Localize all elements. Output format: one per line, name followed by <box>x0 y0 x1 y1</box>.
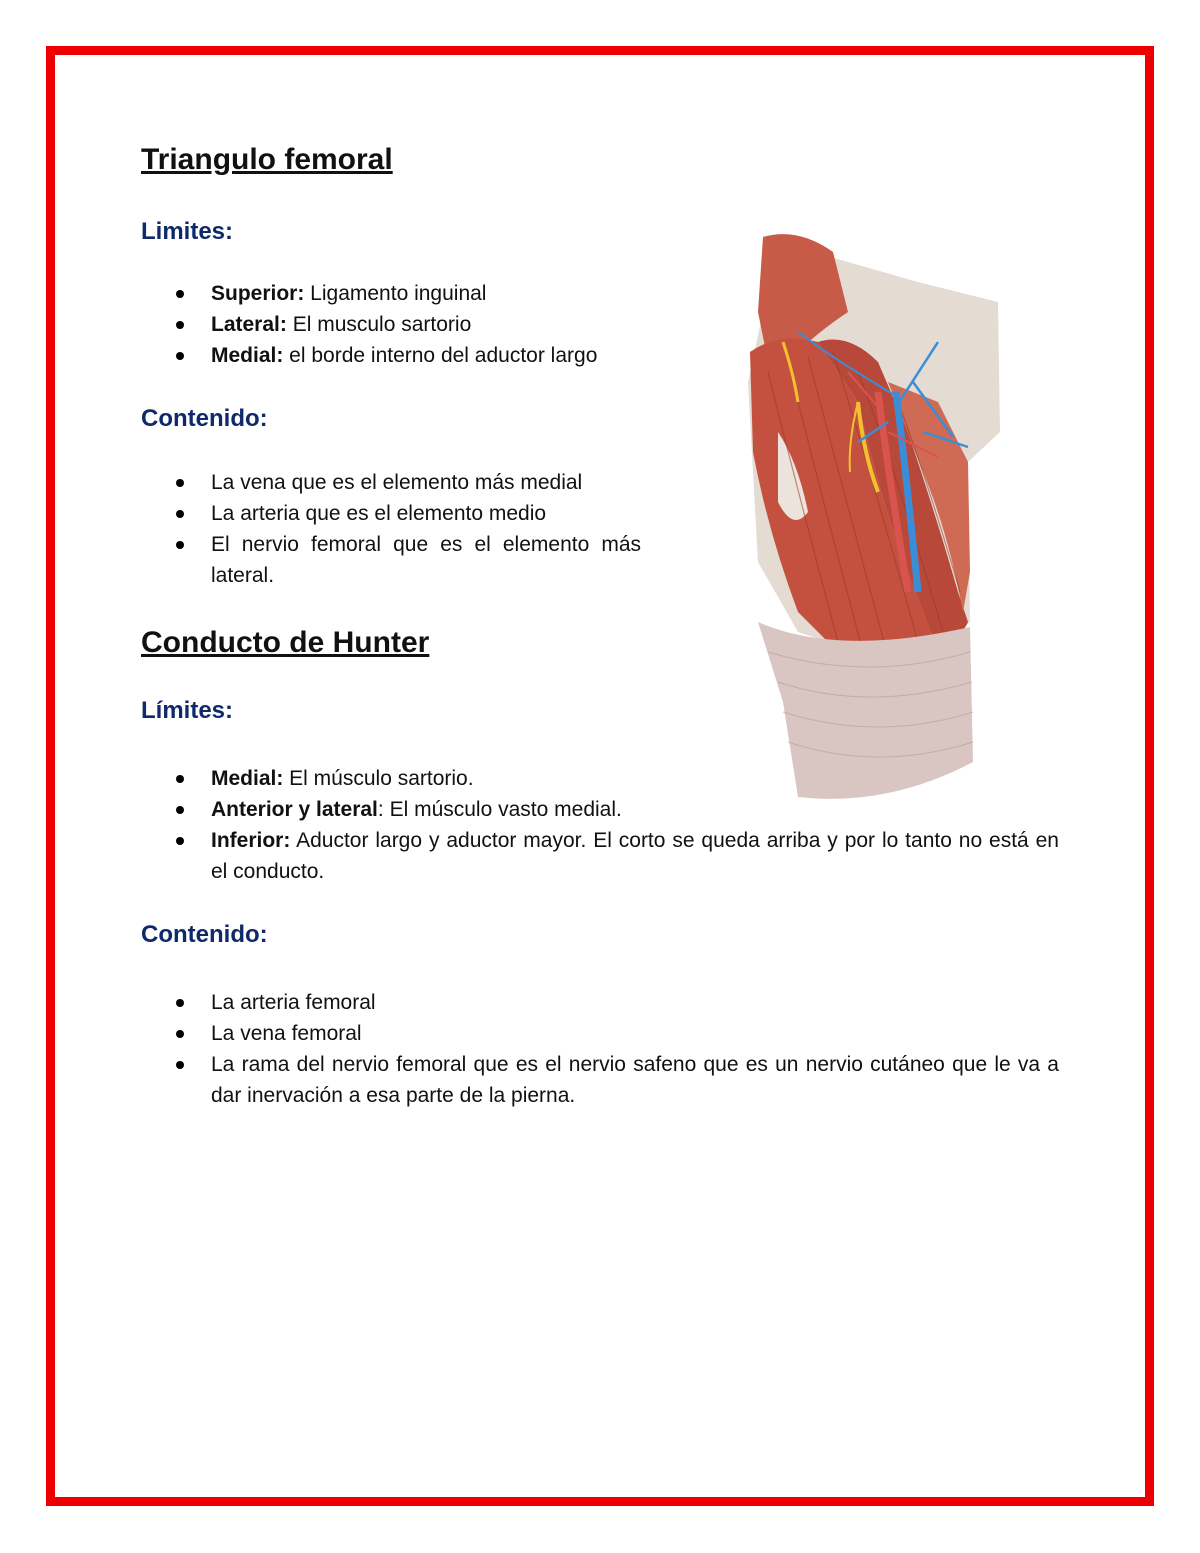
list-item: Anterior y lateral: El músculo vasto medial. <box>141 794 1059 825</box>
list-item: La rama del nervio femoral que es el nervio safeno que es un nervio cutáneo que le va a dar inervación a esa parte de la pierna. <box>141 1049 1059 1111</box>
list-item: El nervio femoral que es el elemento más lateral. <box>141 529 641 591</box>
list-item: Inferior: Aductor largo y aductor mayor. El corto se queda arriba y por lo tanto no está en el conducto. <box>141 825 1059 887</box>
limits-heading: Límites: <box>141 697 234 724</box>
list-item: Superior: Ligamento inguinal <box>141 278 641 309</box>
list-item: Medial: El músculo sartorio. <box>141 763 1059 794</box>
list-item: Lateral: El musculo sartorio <box>141 309 641 340</box>
list-item: La vena que es el elemento más medial <box>141 467 641 498</box>
limits-heading: Limites: <box>141 218 234 245</box>
list-item: Medial: el borde interno del aductor largo <box>141 340 641 371</box>
section-title-hunter-canal: Conducto de Hunter <box>141 626 430 659</box>
lower-fascia <box>758 622 973 799</box>
hunter-content-list <box>141 987 1059 1111</box>
list-item: La vena femoral <box>141 1018 1059 1049</box>
list-item: La arteria que es el elemento medio <box>141 498 641 529</box>
content-heading: Contenido: <box>141 405 268 432</box>
femoral-content-list <box>141 467 641 591</box>
list-item: La arteria femoral <box>141 987 1059 1018</box>
section-title-femoral-triangle: Triangulo femoral <box>141 143 393 176</box>
thigh-anatomy-illustration <box>738 232 1003 812</box>
content-heading: Contenido: <box>141 921 268 948</box>
femoral-limits-list <box>141 278 641 371</box>
